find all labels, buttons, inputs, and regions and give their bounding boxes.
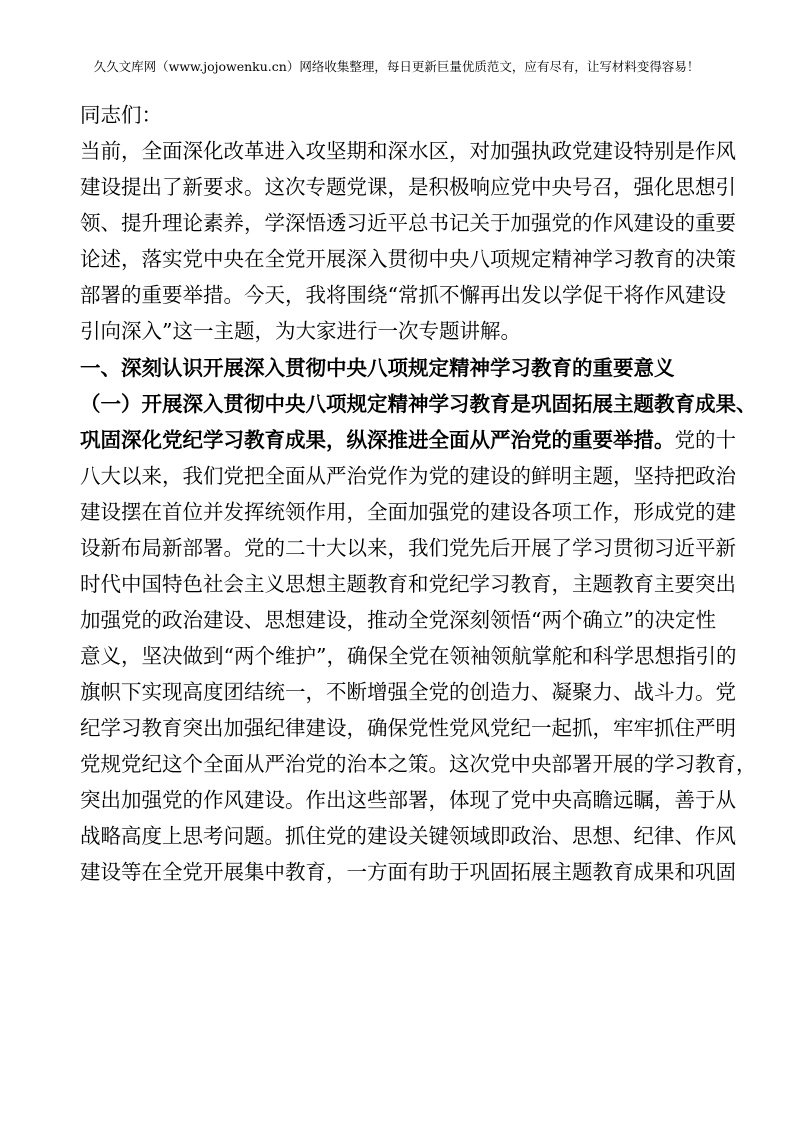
paragraph-line: 部署的重要举措。今天，我将围绕“常抓不懈再出发以学促干将作风建设 xyxy=(80,283,726,307)
paragraph-line: 建设摆在首位并发挥统领作用，全面加强党的建设各项工作，形成党的建 xyxy=(80,500,736,524)
header-note: 久久文库网（www.jojowenku.cn）网络收集整理，每日更新巨量优质范文，应有尽有，让写材料变得容易！ xyxy=(93,59,700,74)
paragraph-line: 当前，全面深化改革进入攻坚期和深水区，对加强执政党建设特别是作风 xyxy=(80,139,736,163)
paragraph-line: 意义，坚决做到“两个维护”，确保全党在领袖领航掌舵和科学思想指引的 xyxy=(80,644,737,668)
paragraph-line: 旗帜下实现高度团结统一，不断增强全党的创造力、凝聚力、战斗力。党 xyxy=(80,680,736,704)
subsection-heading-tail: 巩固深化党纪学习教育成果，纵深推进全面从严治党的重要举措。 xyxy=(80,428,675,452)
subsection-paragraph xyxy=(80,386,757,890)
subsection-mixed-line xyxy=(80,422,736,458)
paragraph-text: 党的十 xyxy=(674,428,736,452)
paragraph-line: 党规党纪这个全面从严治党的治本之策。这次党中央部署开展的学习教育， xyxy=(80,752,757,776)
paragraph-line: 设新布局新部署。党的二十大以来，我们党先后开展了学习贯彻习近平新 xyxy=(80,536,736,560)
section-heading: 一、深刻认识开展深入贯彻中央八项规定精神学习教育的重要意义 xyxy=(80,356,675,380)
paragraph-line: 引向深入”这一主题，为大家进行一次专题讲解。 xyxy=(80,319,521,343)
intro-paragraph xyxy=(80,133,736,349)
paragraph-line: 领、提升理论素养，学深悟透习近平总书记关于加强党的作风建设的重要 xyxy=(80,211,736,235)
paragraph-line: 八大以来，我们党把全面从严治党作为党的建设的鲜明主题，坚持把政治 xyxy=(80,464,736,488)
paragraph-line: 时代中国特色社会主义思想主题教育和党纪学习教育，主题教育主要突出 xyxy=(80,572,736,596)
greeting: 同志们： xyxy=(80,103,162,127)
subsection-heading-line: （一）开展深入贯彻中央八项规定精神学习教育是巩固拓展主题教育成果、 xyxy=(80,392,757,416)
paragraph-line: 建设提出了新要求。这次专题党课，是积极响应党中央号召，强化思想引 xyxy=(80,175,736,199)
paragraph-line: 突出加强党的作风建设。作出这些部署，体现了党中央高瞻远瞩，善于从 xyxy=(80,788,736,812)
paragraph-line: 纪学习教育突出加强纪律建设，确保党性党风党纪一起抓，牢牢抓住严明 xyxy=(80,716,736,740)
paragraph-line: 加强党的政治建设、思想建设，推动全党深刻领悟“两个确立”的决定性 xyxy=(80,608,716,632)
paragraph-line: 战略高度上思考问题。抓住党的建设关键领域即政治、思想、纪律、作风 xyxy=(80,824,736,848)
document-body xyxy=(80,97,757,890)
paragraph-line: 论述，落实党中央在全党开展深入贯彻中央八项规定精神学习教育的决策 xyxy=(80,247,736,271)
paragraph-line: 建设等在全党开展集中教育，一方面有助于巩固拓展主题教育成果和巩固 xyxy=(80,860,736,884)
